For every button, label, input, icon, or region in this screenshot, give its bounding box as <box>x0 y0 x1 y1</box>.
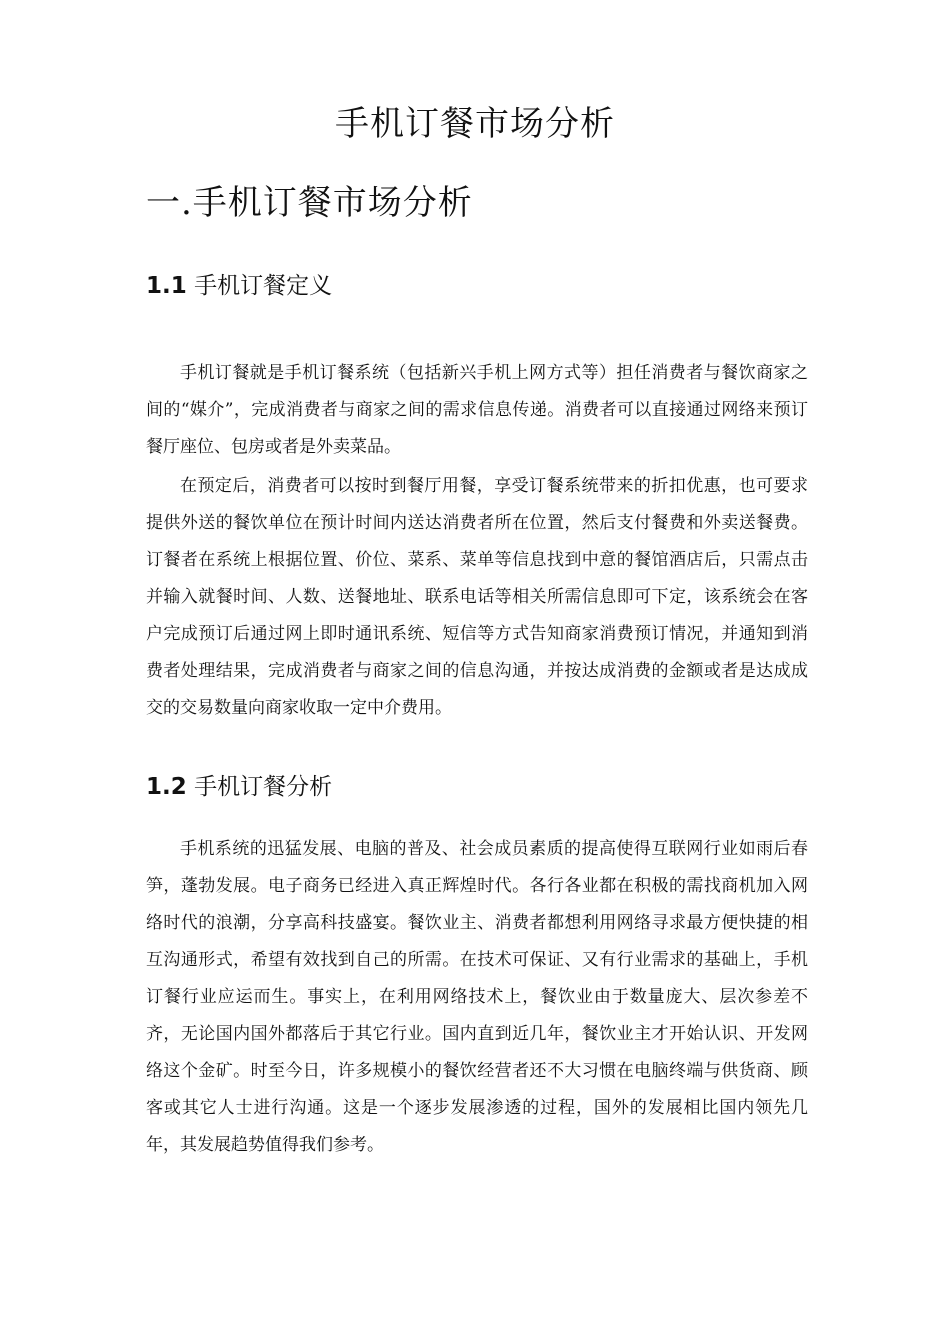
section-title: 手机订餐分析 <box>194 774 333 800</box>
document-title: 手机订餐市场分析 <box>335 104 615 144</box>
paragraph-definition-2: 在预定后，消费者可以按时到餐厅用餐，享受订餐系统带来的折扣优惠，也可要求提供外送的餐饮单位在预计时间内送达消费者所在位置，然后支付餐费和外卖送餐费。订餐者在系统上根据位置、价位、菜系、菜单等信息找到中意的餐馆酒店后，只需点击并输入就餐时间、人数、送餐地址、联系电话等相关所需信息即可下定，该系统会在客户完成预订后通过网上即时通讯系统、短信等方式告知商家消费预订情况，并通知到消费者处理结果，完成消费者与商家之间的信息沟通，并按达成消费的金额或者是达成成交的交易数量向商家收取一定中介费用。 <box>146 476 808 718</box>
section-heading-1-2 <box>146 769 332 805</box>
paragraph-definition-1: 手机订餐就是手机订餐系统（包括新兴手机上网方式等）担任消费者与餐饮商家之间的“媒介”，完成消费者与商家之间的需求信息传递。消费者可以直接通过网络来预订餐厅座位、包房或者是外卖菜品。 <box>146 363 808 457</box>
section-heading-1-1 <box>146 268 332 304</box>
chapter-heading: 一.手机订餐市场分析 <box>146 183 473 223</box>
section-number: 1.1 <box>146 273 187 299</box>
section-title: 手机订餐定义 <box>194 273 333 299</box>
section-number: 1.2 <box>146 774 187 800</box>
paragraph-analysis-1: 手机系统的迅猛发展、电脑的普及、社会成员素质的提高使得互联网行业如雨后春笋，蓬勃发展。电子商务已经进入真正辉煌时代。各行各业都在积极的需找商机加入网络时代的浪潮，分享高科技盛宴。餐饮业主、消费者都想利用网络寻求最方便快捷的相互沟通形式，希望有效找到自己的所需。在技术可保证、又有行业需求的基础上，手机订餐行业应运而生。事实上，在利用网络技术上，餐饮业由于数量庞大、层次参差不齐，无论国内国外都落后于其它行业。国内直到近几年，餐饮业主才开始认识、开发网络这个金矿。时至今日，许多规模小的餐饮经营者还不大习惯在电脑终端与供货商、顾客或其它人士进行沟通。这是一个逐步发展渗透的过程，国外的发展相比国内领先几年，其发展趋势值得我们参考。 <box>146 839 808 1155</box>
